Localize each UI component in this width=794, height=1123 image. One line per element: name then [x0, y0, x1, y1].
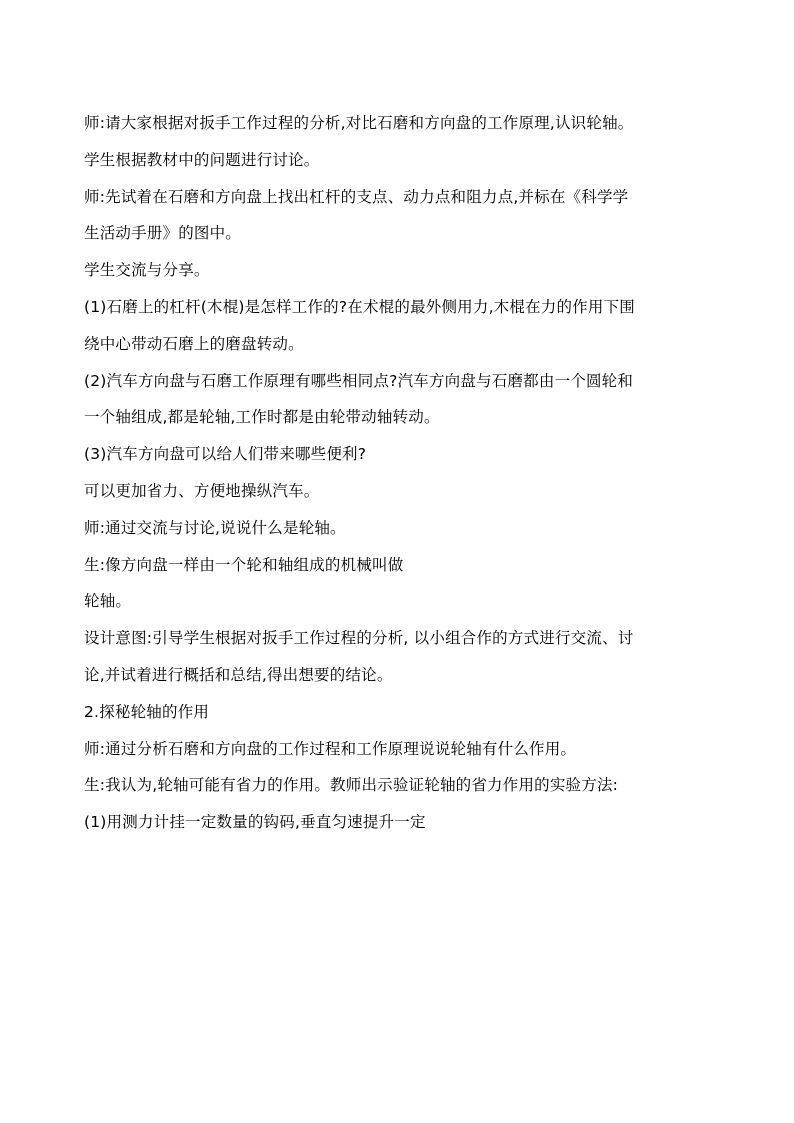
paragraph-line: 师:通过交流与讨论,说说什么是轮轴。 — [84, 518, 346, 537]
paragraph-line: 生:我认为,轮轴可能有省力的作用。教师出示验证轮轴的省力作用的实验方法: — [84, 776, 619, 795]
paragraph-line: 学生交流与分享。 — [84, 261, 210, 280]
paragraph-line: (1)石磨上的杠杆(木棍)是怎样工作的?在术棍的最外侧用力,木棍在力的作用下围 — [84, 297, 636, 316]
document-body — [84, 105, 724, 841]
paragraph-line: 师:请大家根据对扳手工作过程的分析,对比石磨和方向盘的工作原理,认识轮轴。 — [84, 114, 634, 132]
paragraph-line: (3)汽车方向盘可以给人们带来哪些便利? — [84, 445, 367, 464]
paragraph-line: 绕中心带动石磨上的磨盘转动。 — [84, 334, 304, 353]
paragraph-line: 生:像方向盘一样由一个轮和轴组成的机械叫做 — [84, 555, 404, 574]
paragraph-line: (2)汽车方向盘与石磨工作原理有哪些相同点?汽车方向盘与石磨都由一个圆轮和 — [84, 371, 634, 390]
paragraph-line: 学生根据教材中的问题进行讨论。 — [84, 150, 320, 169]
paragraph-line: 论,并试着进行概括和总结,得出想要的结论。 — [84, 665, 393, 684]
paragraph-line: 轮轴。 — [84, 592, 132, 611]
paragraph-line: (1)用测力计挂一定数量的钩码,垂直匀速提升一定 — [84, 813, 426, 832]
paragraph-line: 生活动手册》的图中。 — [84, 224, 242, 243]
paragraph-line: 一个轴组成,都是轮轴,工作时都是由轮带动轴转动。 — [84, 408, 440, 427]
paragraph-line: 设计意图:引导学生根据对扳手工作过程的分析, 以小组合作的方式进行交流、讨 — [84, 629, 634, 648]
paragraph-line: 可以更加省力、方便地操纵汽车。 — [84, 481, 320, 500]
paragraph-line: 师:先试着在石磨和方向盘上找出杠杆的支点、动力点和阻力点,并标在《科学学 — [84, 187, 629, 206]
section-heading: 2.探秘轮轴的作用 — [84, 702, 210, 721]
paragraph-line: 师:通过分析石磨和方向盘的工作过程和工作原理说说轮轴有什么作用。 — [84, 739, 577, 758]
